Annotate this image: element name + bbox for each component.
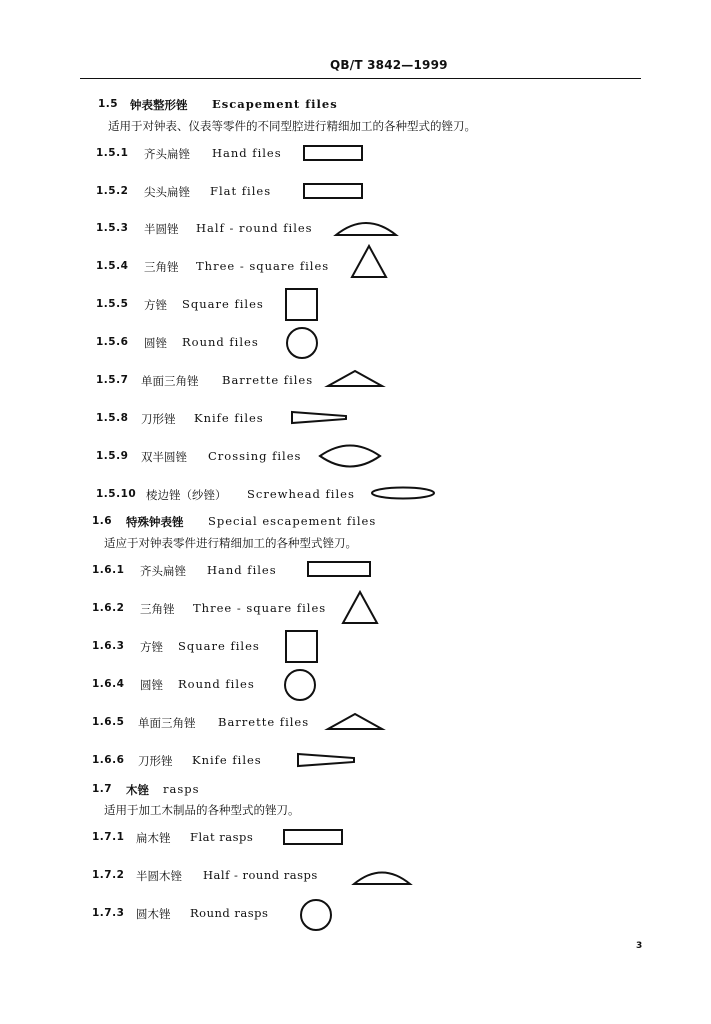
page-number: 3 bbox=[636, 941, 643, 951]
item-number: 1.6.4 bbox=[92, 678, 125, 690]
item-name-en: Round files bbox=[182, 335, 259, 349]
section-description: 适用于对钟表、仪表等零件的不同型腔进行精细加工的各种型式的锉刀。 bbox=[108, 119, 476, 133]
item-number: 1.5.1 bbox=[96, 147, 129, 159]
item-name-zh: 尖头扁锉 bbox=[144, 185, 190, 199]
item-name-zh: 棱边锉（纱锉） bbox=[146, 488, 227, 502]
item-number: 1.6.5 bbox=[92, 716, 125, 728]
item-number: 1.7.3 bbox=[92, 907, 125, 919]
item-name-zh: 单面三角锉 bbox=[138, 716, 196, 730]
item-name-en: Flat rasps bbox=[190, 830, 254, 844]
item-name-zh: 刀形锉 bbox=[141, 412, 176, 426]
section-title-en: Escapement files bbox=[212, 97, 338, 111]
item-number: 1.5.2 bbox=[96, 185, 129, 197]
item-number: 1.7.2 bbox=[92, 869, 125, 881]
section-number: 1.6 bbox=[92, 515, 113, 527]
item-number: 1.5.4 bbox=[96, 260, 129, 272]
item-name-zh: 三角锉 bbox=[144, 260, 179, 274]
item-name-zh: 圆木锉 bbox=[136, 907, 171, 921]
lens-icon bbox=[318, 443, 382, 469]
item-name-zh: 半圆木锉 bbox=[136, 869, 182, 883]
section-title-en: rasps bbox=[163, 782, 200, 796]
circle-icon bbox=[298, 897, 334, 933]
section-title-zh: 特殊钟表锉 bbox=[126, 515, 184, 529]
rect-icon bbox=[302, 181, 364, 201]
item-name-zh: 方锉 bbox=[140, 640, 163, 654]
ellipse-icon bbox=[370, 485, 436, 501]
item-name-zh: 圆锉 bbox=[144, 336, 167, 350]
item-number: 1.6.6 bbox=[92, 754, 125, 766]
square-icon bbox=[284, 629, 320, 665]
item-name-zh: 方锉 bbox=[144, 298, 167, 312]
item-number: 1.6.2 bbox=[92, 602, 125, 614]
flat-triangle-icon bbox=[326, 369, 384, 389]
item-name-zh: 齐头扁锉 bbox=[140, 564, 186, 578]
section-description: 适应于对钟表零件进行精细加工的各种型式锉刀。 bbox=[104, 536, 357, 550]
item-name-zh: 半圆锉 bbox=[144, 222, 179, 236]
item-name-zh: 单面三角锉 bbox=[141, 374, 199, 388]
rect-icon bbox=[282, 828, 344, 848]
header-rule bbox=[80, 78, 641, 79]
item-name-en: Knife files bbox=[194, 411, 264, 425]
section-description: 适用于加工木制品的各种型式的锉刀。 bbox=[104, 803, 300, 817]
item-name-en: Square files bbox=[182, 297, 264, 311]
section-number: 1.5 bbox=[98, 98, 119, 110]
item-number: 1.5.5 bbox=[96, 298, 129, 310]
item-name-en: Knife files bbox=[192, 753, 262, 767]
item-name-en: Half - round files bbox=[196, 221, 313, 235]
item-number: 1.7.1 bbox=[92, 831, 125, 843]
item-name-zh: 圆锉 bbox=[140, 678, 163, 692]
item-name-en: Barrette files bbox=[218, 715, 310, 729]
item-name-en: Round rasps bbox=[190, 906, 269, 920]
item-name-en: Screwhead files bbox=[247, 487, 355, 501]
item-name-zh: 齐头扁锉 bbox=[144, 147, 190, 161]
section-title-zh: 钟表整形锉 bbox=[130, 98, 188, 112]
item-name-zh: 双半圆锉 bbox=[141, 450, 187, 464]
item-name-en: Three - square files bbox=[193, 601, 327, 615]
item-name-zh: 刀形锉 bbox=[138, 754, 173, 768]
rect-icon bbox=[302, 144, 364, 164]
circle-icon bbox=[282, 667, 318, 703]
section-title-zh: 木锉 bbox=[126, 783, 149, 797]
item-name-en: Three - square files bbox=[196, 259, 330, 273]
half-round-icon bbox=[352, 866, 412, 888]
item-number: 1.5.7 bbox=[96, 374, 129, 386]
item-name-en: Barrette files bbox=[222, 373, 314, 387]
item-number: 1.5.3 bbox=[96, 222, 129, 234]
item-name-en: Half - round rasps bbox=[203, 868, 318, 882]
item-name-en: Square files bbox=[178, 639, 260, 653]
item-name-en: Hand files bbox=[207, 563, 277, 577]
item-name-en: Hand files bbox=[212, 146, 282, 160]
section-title-en: Special escapement files bbox=[208, 514, 377, 528]
item-number: 1.6.1 bbox=[92, 564, 125, 576]
item-name-en: Flat files bbox=[210, 184, 272, 198]
item-name-en: Crossing files bbox=[208, 449, 302, 463]
triangle-icon bbox=[350, 244, 388, 280]
item-number: 1.5.8 bbox=[96, 412, 129, 424]
rect-icon bbox=[306, 560, 372, 580]
knife-icon bbox=[290, 410, 350, 426]
circle-icon bbox=[284, 326, 320, 362]
item-number: 1.6.3 bbox=[92, 640, 125, 652]
document-code: QB/T 3842—1999 bbox=[330, 58, 448, 72]
flat-triangle-icon bbox=[326, 712, 384, 732]
item-name-en: Round files bbox=[178, 677, 255, 691]
half-round-icon bbox=[334, 217, 398, 239]
square-icon bbox=[284, 287, 320, 323]
item-number: 1.5.9 bbox=[96, 450, 129, 462]
knife-icon bbox=[296, 752, 358, 770]
item-number: 1.5.10 bbox=[96, 488, 137, 500]
triangle-icon bbox=[340, 590, 380, 626]
section-number: 1.7 bbox=[92, 783, 113, 795]
item-name-zh: 三角锉 bbox=[140, 602, 175, 616]
item-number: 1.5.6 bbox=[96, 336, 129, 348]
item-name-zh: 扁木锉 bbox=[136, 831, 171, 845]
